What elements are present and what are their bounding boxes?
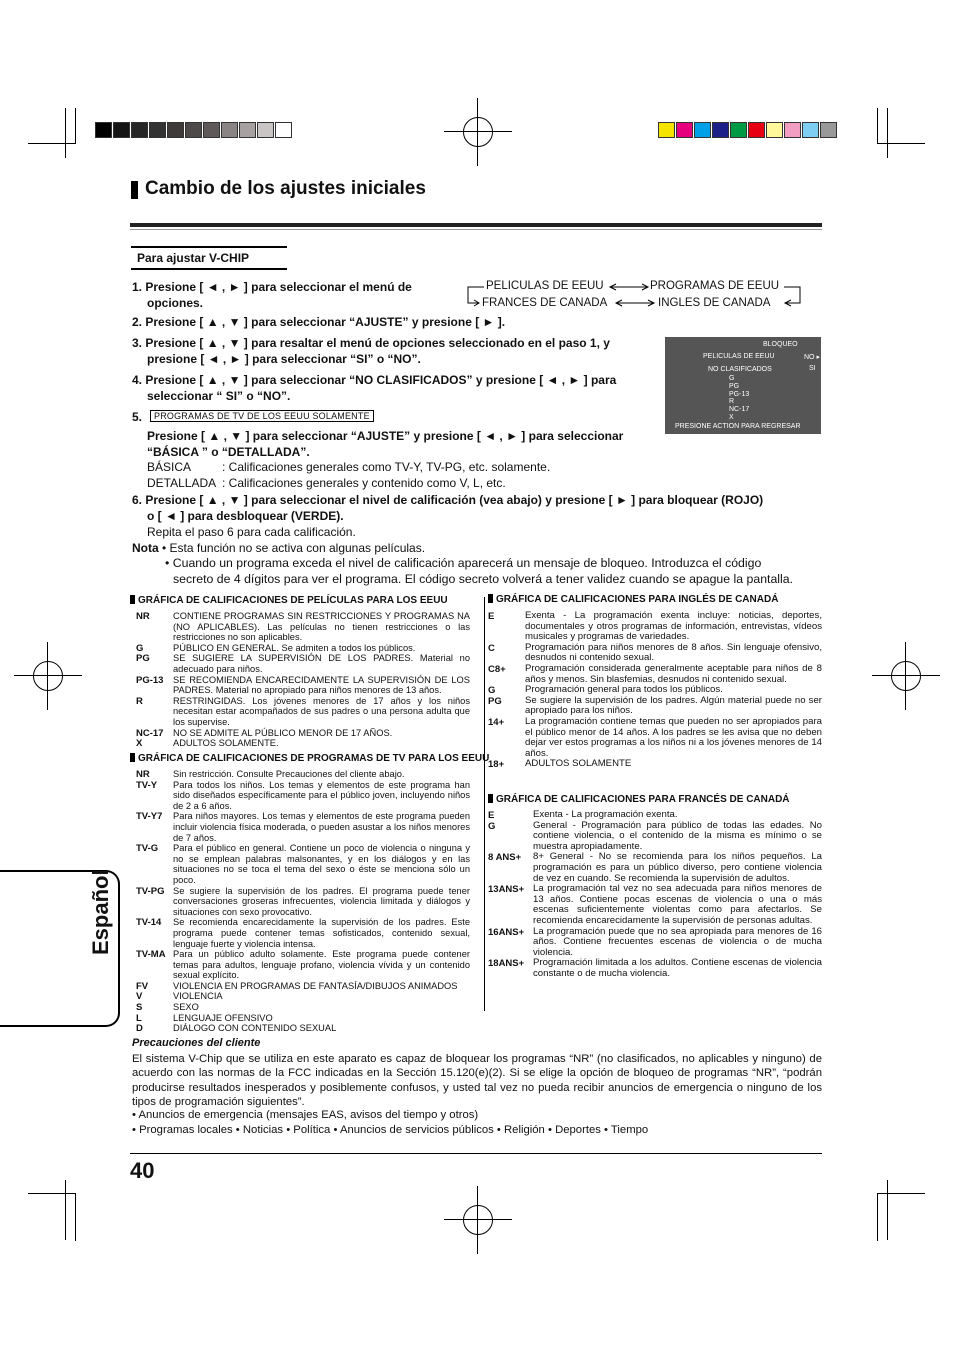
peliculas-table: [136, 611, 470, 749]
color-swatch: [712, 122, 729, 138]
rating-description: Se recomienda encarecidamente la supervisión de los padres. Este programa puede contener temas sofisticados, contenido sexual, lenguaje fuerte y violencia intensa.: [173, 917, 470, 949]
rating-row: [136, 1002, 470, 1013]
rating-description: Para todos los niños. Los temas y elementos de este programa han sido diseñados específicamente para el público joven, incluyendo niños de 2 a 6 años.: [173, 779, 470, 811]
precauciones-text: El sistema V-Chip que se utiliza en este aparato es capaz de bloquear los programas “NR” (no clasificados, no aplicables y ninguno) de acuerdo con las normas de la FCC indicadas en la Sección 15.120(e)(2). Si se elige la opción de bloqueo de programas “NR”, “podrán producirse resultados inesperados y posiblemente confusos, y usted tal vez no pueda recibir anuncios de emergencia o ninguno de los tipos de programación siguientes”.: [132, 1053, 822, 1109]
rating-description: 8+ General - No se recomienda para los niños pequeños. La programación es para un público diverso, pero contiene violencia de vez en cuando. Se recomienda la supervisión de adultos.: [533, 851, 822, 884]
rating-code: NC-17: [136, 727, 164, 739]
crop-mark: [877, 1193, 878, 1241]
rating-description: La programación contiene temas que pueden no ser apropiados para el público menor de 14 años. A los padres se les avisa que no deben dejar ver estos programas a los niños ni a los jóvenes menores de 14 años.: [525, 715, 822, 759]
rating-code: PG-13: [136, 674, 164, 686]
color-swatch: [784, 122, 801, 138]
flow-frances: FRANCES DE CANADA: [482, 297, 608, 309]
step-3-line1: 3. Presione [ ▲ , ▼ ] para resaltar el menú de opciones seleccionado en el paso 1, y: [132, 336, 610, 350]
step-3: [132, 335, 610, 367]
rating-code: L: [136, 1012, 142, 1024]
gray-swatch: [257, 122, 274, 138]
menu-si-value: SI: [809, 365, 816, 372]
rating-row: [488, 810, 822, 821]
onscreen-menu: [665, 337, 821, 434]
gray-color-bar: [95, 122, 293, 138]
rating-row: [136, 949, 470, 981]
color-bar: [658, 122, 838, 138]
rating-code: 18ANS+: [488, 958, 525, 970]
rating-description: Exenta - La programación exenta incluye: noticias, deportes, documentales y otros programas de información, entrevistas, vídeos musicales y programas de variedades.: [525, 610, 822, 643]
menu-rating-list: G PG PG-13 R NC-17 X: [729, 375, 750, 421]
step-6-line1: 6. Presione [ ▲ , ▼ ] para seleccionar el nivel de calificación (vea abajo) y presione [ ► ] para bloquear (ROJO): [132, 493, 764, 507]
color-swatch: [802, 122, 819, 138]
rating-row: [488, 717, 822, 759]
precauciones-item-1: • Anuncios de emergencia (mensajes EAS, avisos del tiempo y otros): [132, 1109, 479, 1121]
frances-table: [488, 810, 822, 980]
crop-mark: [75, 108, 76, 144]
tv-heading: GRÁFICA DE CALIFICACIONES DE PROGRAMAS DE TV PARA LOS EEUU: [130, 753, 489, 764]
rating-description: Sin restricción. Consulte Precauciones del cliente abajo.: [173, 769, 405, 779]
step-6-line3: Repita el paso 6 para cada calificación.: [147, 525, 356, 539]
rating-code: 8 ANS+: [488, 852, 522, 864]
rating-code: NR: [136, 611, 150, 622]
registration-mark: [463, 1205, 493, 1235]
rating-description: Para el público en general. Contiene un poco de violencia o ninguna y no se emplean palabras malsonantes, y en los diálogos y en las situaciones no se toca el tema del sexo o éste se menciona sólo un poco.: [173, 843, 470, 885]
note: [132, 540, 832, 556]
gray-swatch: [95, 122, 112, 138]
rating-description: ADULTOS SOLAMENTE.: [173, 738, 279, 749]
rating-row: [136, 991, 470, 1002]
page-title: Cambio de los ajustes iniciales: [145, 178, 426, 199]
menu-flow-diagram: [466, 280, 806, 312]
basica-row: [147, 459, 550, 475]
rating-row: [136, 675, 470, 696]
rating-description: Exenta - La programación exenta.: [533, 809, 678, 820]
crop-mark: [887, 1180, 888, 1240]
section-subtitle: Para ajustar V-CHIP: [131, 246, 287, 270]
color-swatch: [766, 122, 783, 138]
rating-description: LENGUAJE OFENSIVO: [173, 1012, 273, 1023]
registration-mark: [891, 661, 921, 691]
rating-row: [488, 759, 822, 770]
gray-swatch: [113, 122, 130, 138]
rating-row: [488, 927, 822, 959]
rating-code: C: [488, 642, 495, 654]
step-3-line2: presione [ ◄ , ► ] para seleccionar “SI” o “NO”.: [147, 352, 421, 366]
rating-description: ADULTOS SOLAMENTE: [525, 758, 632, 770]
rating-code: E: [488, 810, 495, 821]
language-tab-label: Español: [88, 869, 113, 955]
ingles-table: [488, 611, 822, 770]
registration-mark: [463, 117, 493, 147]
crop-mark: [28, 1193, 76, 1194]
rating-row: [488, 852, 822, 884]
crop-mark: [877, 1193, 925, 1194]
rating-description: Programación general para todos los públicos.: [525, 684, 723, 696]
rating-row: [488, 643, 822, 664]
crop-mark: [75, 1193, 76, 1241]
rating-description: VIOLENCIA EN PROGRAMAS DE FANTASÍA/DIBUJOS ANIMADOS: [173, 980, 458, 991]
gray-swatch: [167, 122, 184, 138]
rating-row: [136, 738, 470, 749]
rating-row: [136, 981, 470, 992]
rating-description: La programación tal vez no sea adecuada para niños menores de 13 años. Contiene pocas escenas de violencia o una o más escenas suficientemente violentas como para afectarlos. Se recomienda encarecidamente la supervisión de personas adultas.: [533, 883, 822, 926]
ingles-heading: GRÁFICA DE CALIFICACIONES PARA INGLÉS DE CANADÁ: [488, 594, 778, 605]
color-swatch: [676, 122, 693, 138]
rating-description: DIÁLOGO CON CONTENIDO SEXUAL: [173, 1023, 337, 1034]
us-tv-only-label: PROGRAMAS DE TV DE LOS EEUU SOLAMENTE: [150, 410, 374, 422]
rating-description: General - Programación para público de todas las edades. No contiene violencia, o el contenido de la misma es mínimo o se muestra apropiadamente.: [533, 819, 822, 852]
rating-row: [136, 769, 470, 780]
step-5-line2: “BÁSICA ” o “DETALLADA”.: [147, 445, 310, 459]
rating-description: NO SE ADMITE AL PÚBLICO MENOR DE 17 AÑOS.: [173, 727, 393, 738]
peliculas-heading: GRÁFICA DE CALIFICACIONES DE PELÍCULAS PARA LOS EEUU: [130, 595, 448, 606]
step-1-line2: opciones.: [147, 296, 204, 310]
gray-swatch: [275, 122, 292, 138]
rating-row: [136, 643, 470, 654]
footer-rule: [130, 1153, 822, 1154]
crop-mark: [28, 143, 76, 144]
rating-description: SE SUGIERE LA SUPERVISIÓN DE LOS PADRES. Material no adecuado para niños.: [173, 653, 470, 674]
detallada-label: DETALLADA: [147, 476, 217, 490]
rating-row: [136, 1013, 470, 1024]
rating-description: SE RECOMIENDA ENCARECIDAMENTE LA SUPERVISIÓN DE LOS PADRES. Material no apropiado para niños menores de 13 años.: [173, 674, 470, 696]
registration-mark: [33, 661, 63, 691]
rating-code: PG: [488, 695, 502, 707]
frances-heading: GRÁFICA DE CALIFICACIONES PARA FRANCÉS DE CANADÁ: [488, 794, 790, 805]
crop-mark: [65, 1180, 66, 1240]
rating-description: PÚBLICO EN GENERAL. Se admiten a todos los públicos.: [173, 642, 416, 653]
rating-description: RESTRINGIDAS. Los jóvenes menores de 17 años y los niños necesitan estar acompañados de sus padres o una persona adulta que los supervise.: [173, 695, 470, 727]
rating-code: 18+: [488, 759, 505, 771]
basica-text: : Calificaciones generales como TV-Y, TV-PG, etc. solamente.: [222, 460, 551, 474]
rating-row: [136, 780, 470, 812]
rating-code: TV-MA: [136, 949, 166, 961]
step-4-line1: 4. Presione [ ▲ , ▼ ] para seleccionar “NO CLASIFICADOS” y presione [ ◄ , ► ] para: [132, 373, 617, 387]
rating-code: C8+: [488, 663, 506, 675]
rating-code: G: [488, 820, 496, 832]
precauciones-heading: Precauciones del cliente: [132, 1037, 261, 1049]
rating-code: 16ANS+: [488, 926, 525, 938]
rating-code: TV-Y: [136, 779, 158, 791]
rating-code: TV-Y7: [136, 811, 163, 823]
rating-code: G: [488, 685, 496, 697]
step-4: [132, 372, 616, 404]
color-swatch: [748, 122, 765, 138]
step-2: 2. Presione [ ▲ , ▼ ] para seleccionar “AJUSTE” y presione [ ► ].: [132, 315, 506, 329]
rating-row: [136, 843, 470, 885]
step-5-number: 5.: [132, 410, 143, 424]
step-6-line2: o [ ◄ ] para desbloquear (VERDE).: [147, 509, 344, 523]
crop-mark: [65, 108, 66, 158]
color-swatch: [658, 122, 675, 138]
rating-row: [488, 884, 822, 926]
note-1: • Esta función no se activa con algunas películas.: [162, 541, 426, 555]
color-swatch: [694, 122, 711, 138]
rating-code: G: [136, 642, 144, 654]
tv-table: [136, 769, 470, 1034]
precauciones-item-2: • Programas locales • Noticias • Política • Anuncios de servicios públicos • Religión • Deportes • Tiempo: [132, 1124, 649, 1136]
page-number: 40: [130, 1158, 155, 1183]
flow-ingles: INGLES DE CANADA: [658, 297, 771, 309]
rating-description: Para un público adulto solamente. Este programa puede contener temas para adultos, lenguaje profano, violencia vívida y un contenido sexual explícito.: [173, 949, 470, 981]
rating-row: [488, 821, 822, 853]
rating-code: FV: [136, 980, 149, 992]
flow-peliculas: PELICULAS DE EEUU: [486, 280, 604, 292]
menu-title: BLOQUEO: [763, 341, 798, 348]
rating-description: Se sugiere la supervisión de los padres. Algún material puede no ser apropiado para los niños.: [525, 694, 822, 717]
rating-row: [136, 611, 470, 643]
rating-code: 14+: [488, 716, 505, 728]
rating-row: [136, 811, 470, 843]
rating-description: Programación considerada generalmente aceptable para niños de 8 años y menos. Sin blasfemias, desnudos ni contenido sexual.: [525, 662, 822, 685]
gray-swatch: [185, 122, 202, 138]
basica-label: BÁSICA: [147, 460, 192, 474]
rating-row: [488, 611, 822, 643]
rating-description: Programación para niños menores de 8 años. Sin lenguaje ofensivo, desnudos ni contenido sexual.: [525, 641, 822, 664]
step-4-line2: seleccionar “ SI” o “NO”.: [147, 389, 291, 403]
menu-peliculas: PELICULAS DE EEUU: [703, 353, 775, 360]
gray-swatch: [221, 122, 238, 138]
rating-description: SEXO: [173, 1002, 199, 1013]
note-2-line1: • Cuando un programa exceda el nivel de calificación aparecerá un mensaje de bloqueo. Introduzca el código: [165, 556, 762, 570]
color-swatch: [820, 122, 837, 138]
menu-no-clasificados: NO CLASIFICADOS: [708, 366, 772, 373]
rating-description: Para niños mayores. Los temas y elementos de este programa pueden incluir violencia física moderada, o pueden asustar a los niños menores de 7 años.: [173, 811, 470, 843]
rating-description: La programación puede que no sea apropiada para menores de 16 años. Contiene frecuentes escenas de violencia o de mucha violencia.: [533, 925, 822, 958]
gray-swatch: [239, 122, 256, 138]
rating-row: [136, 886, 470, 918]
rating-description: VIOLENCIA: [173, 991, 223, 1002]
rating-row: [136, 653, 470, 674]
title-rule-thin: [130, 229, 822, 230]
rating-row: [136, 728, 470, 739]
step-1: [132, 279, 412, 311]
rating-code: PG: [136, 653, 150, 665]
gray-swatch: [203, 122, 220, 138]
rating-code: R: [136, 695, 143, 707]
crop-mark: [877, 108, 878, 144]
title-marker: [131, 181, 138, 199]
note-2-line2: secreto de 4 dígitos para ver el programa. El código secreto volverá a tener validez cuando se apague la pantalla.: [173, 572, 794, 586]
rating-description: CONTIENE PROGRAMAS SIN RESTRICCIONES Y PROGRAMAS NA (NO APLICABLES). Las películas no tienen restricciones o las restricciones no son aplicables.: [173, 611, 470, 643]
rating-code: TV-14: [136, 917, 162, 929]
rating-code: D: [136, 1023, 143, 1035]
rating-code: TV-G: [136, 843, 159, 855]
rating-code: NR: [136, 769, 150, 780]
title-rule: [130, 223, 822, 227]
gray-swatch: [131, 122, 148, 138]
rating-code: TV-PG: [136, 885, 165, 897]
note-2: [165, 555, 830, 587]
color-swatch: [730, 122, 747, 138]
rating-code: E: [488, 611, 495, 622]
menu-footer: PRESIONE ACTION PARA REGRESAR: [675, 423, 801, 430]
rating-row: [136, 1023, 470, 1034]
rating-description: Programación limitada a los adultos. Contiene escenas de violencia constante o de mucha violencia.: [533, 957, 822, 979]
flow-arrows: [466, 280, 806, 312]
crop-mark: [877, 143, 925, 144]
gray-swatch: [149, 122, 166, 138]
rating-row: [136, 696, 470, 728]
rating-row: [488, 958, 822, 979]
rating-code: 13ANS+: [488, 884, 525, 896]
detallada-text: : Calificaciones generales y contenido como V, L, etc.: [222, 476, 506, 490]
rating-description: Se sugiere la supervisión de los padres. El programa puede tener conversaciones groseras infrecuentes, violencia limitada y diálogos y situaciones con sexo provocativo.: [173, 885, 470, 917]
rating-code: V: [136, 991, 143, 1003]
detallada-row: [147, 475, 506, 491]
rating-code: S: [136, 1002, 143, 1014]
menu-no-value: NO ▸: [804, 354, 820, 361]
step-5: [147, 428, 623, 460]
column-divider: [484, 597, 485, 1011]
flow-programas: PROGRAMAS DE EEUU: [650, 280, 780, 292]
rating-code: X: [136, 738, 143, 750]
rating-row: [488, 664, 822, 685]
step-6: [132, 492, 832, 540]
note-label: Nota: [132, 541, 159, 555]
step-5-line1: Presione [ ▲ , ▼ ] para seleccionar “AJUSTE” y presione [ ◄ , ► ] para seleccionar: [147, 429, 624, 443]
step-1-line1: 1. Presione [ ◄ , ► ] para seleccionar el menú de: [132, 280, 412, 294]
rating-row: [136, 917, 470, 949]
rating-row: [488, 696, 822, 717]
crop-mark: [887, 108, 888, 158]
